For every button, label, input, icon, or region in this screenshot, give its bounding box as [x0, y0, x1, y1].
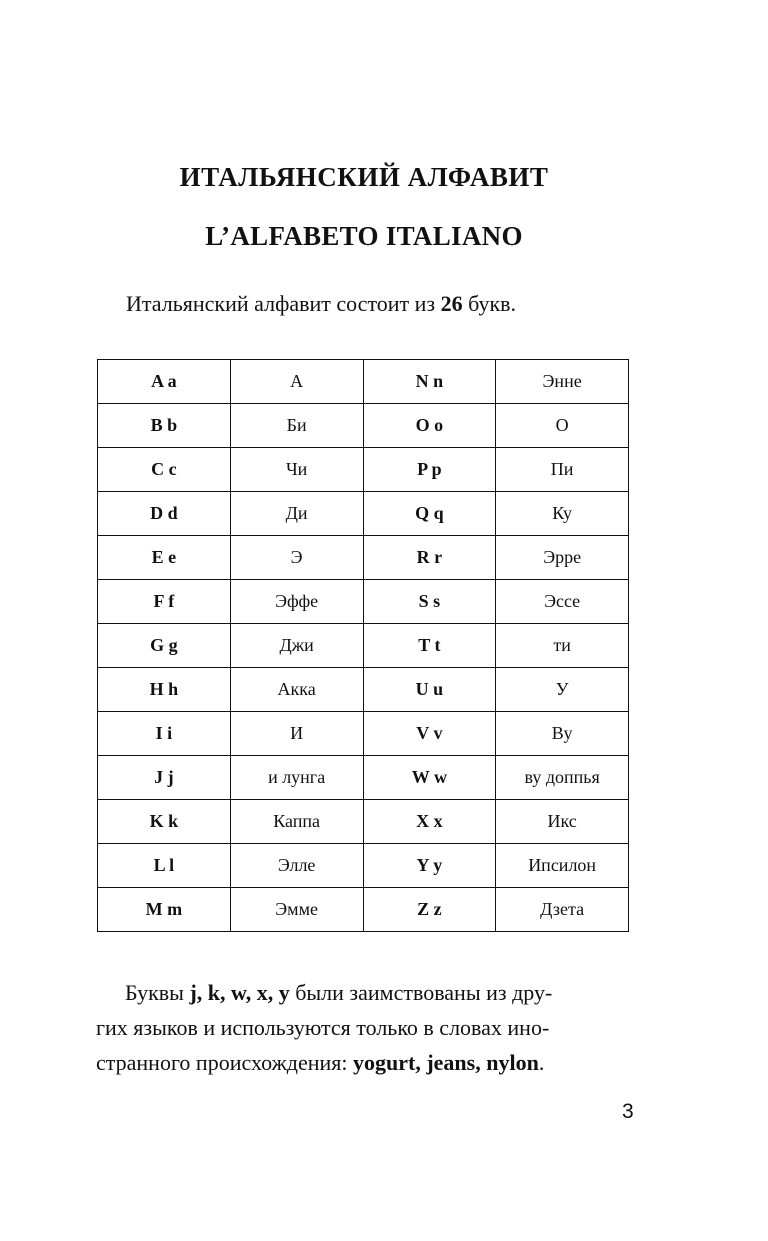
letter-cell: I i — [98, 712, 231, 756]
letter-cell: Y y — [363, 844, 496, 888]
table-row — [98, 492, 629, 536]
letter-cell: A a — [98, 360, 231, 404]
example-words: yogurt, jeans, nylon — [353, 1050, 539, 1075]
borrowed-letters-note — [96, 975, 636, 1080]
letter-cell: V v — [363, 712, 496, 756]
letter-cell: Z z — [363, 888, 496, 932]
letter-cell: L l — [98, 844, 231, 888]
table-row — [98, 360, 629, 404]
table-row — [98, 580, 629, 624]
letter-name-cell: Ку — [496, 492, 629, 536]
letter-name-cell: Эрре — [496, 536, 629, 580]
letter-cell: S s — [363, 580, 496, 624]
letter-cell: U u — [363, 668, 496, 712]
letter-cell: F f — [98, 580, 231, 624]
letter-cell: G g — [98, 624, 231, 668]
letter-name-cell: А — [230, 360, 363, 404]
letter-cell: O o — [363, 404, 496, 448]
letter-cell: C c — [98, 448, 231, 492]
letter-cell: M m — [98, 888, 231, 932]
borrowed-letters: j, k, w, x, y — [189, 980, 290, 1005]
letter-cell: J j — [98, 756, 231, 800]
table-row — [98, 756, 629, 800]
table-row — [98, 536, 629, 580]
letter-name-cell: Пи — [496, 448, 629, 492]
table-row — [98, 712, 629, 756]
table-row — [98, 624, 629, 668]
letter-name-cell: Э — [230, 536, 363, 580]
letter-cell: Q q — [363, 492, 496, 536]
note-text: Буквы — [125, 980, 190, 1005]
page-number: 3 — [622, 1100, 634, 1123]
letter-name-cell: Энне — [496, 360, 629, 404]
letter-name-cell: ву доппья — [496, 756, 629, 800]
letter-name-cell: Джи — [230, 624, 363, 668]
letter-cell: E e — [98, 536, 231, 580]
letter-name-cell: Эссе — [496, 580, 629, 624]
letter-cell: T t — [363, 624, 496, 668]
letter-name-cell: ти — [496, 624, 629, 668]
letter-name-cell: Икс — [496, 800, 629, 844]
heading-italian: L’ALFABETO ITALIANO — [205, 221, 523, 251]
alphabet-table — [97, 359, 629, 932]
letter-name-cell: Элле — [230, 844, 363, 888]
table-row — [98, 448, 629, 492]
letter-name-cell: Ди — [230, 492, 363, 536]
letter-name-cell: и лунга — [230, 756, 363, 800]
letter-cell: X x — [363, 800, 496, 844]
letter-cell: H h — [98, 668, 231, 712]
table-row — [98, 668, 629, 712]
letter-cell: B b — [98, 404, 231, 448]
letter-name-cell: Чи — [230, 448, 363, 492]
letter-name-cell: Ву — [496, 712, 629, 756]
table-row — [98, 404, 629, 448]
table-row — [98, 888, 629, 932]
note-text: были заимствованы из дру- — [289, 980, 553, 1005]
letter-name-cell: И — [230, 712, 363, 756]
intro-text-after: букв. — [462, 291, 517, 316]
letter-cell: K k — [98, 800, 231, 844]
note-line-2: гих языков и используются только в словах ино- — [96, 1015, 550, 1040]
letter-name-cell: Акка — [230, 668, 363, 712]
letter-name-cell: Би — [230, 404, 363, 448]
letter-cell: W w — [363, 756, 496, 800]
letter-count: 26 — [440, 291, 463, 316]
table-row — [98, 800, 629, 844]
letter-cell: N n — [363, 360, 496, 404]
note-line-1 — [96, 975, 636, 1010]
note-text: . — [538, 1050, 545, 1075]
intro-sentence — [126, 291, 516, 317]
table-row — [98, 844, 629, 888]
intro-text-before: Итальянский алфавит состоит из — [126, 291, 441, 316]
letter-cell: R r — [363, 536, 496, 580]
letter-name-cell: Ипсилон — [496, 844, 629, 888]
letter-name-cell: Дзета — [496, 888, 629, 932]
letter-cell: D d — [98, 492, 231, 536]
letter-cell: P p — [363, 448, 496, 492]
letter-name-cell: О — [496, 404, 629, 448]
note-text: странного происхождения: — [96, 1050, 354, 1075]
heading-russian: ИТАЛЬЯНСКИЙ АЛФАВИТ — [179, 162, 549, 192]
letter-name-cell: Каппа — [230, 800, 363, 844]
note-line-3 — [96, 1045, 636, 1080]
letter-name-cell: Эмме — [230, 888, 363, 932]
letter-name-cell: Эффе — [230, 580, 363, 624]
letter-name-cell: У — [496, 668, 629, 712]
